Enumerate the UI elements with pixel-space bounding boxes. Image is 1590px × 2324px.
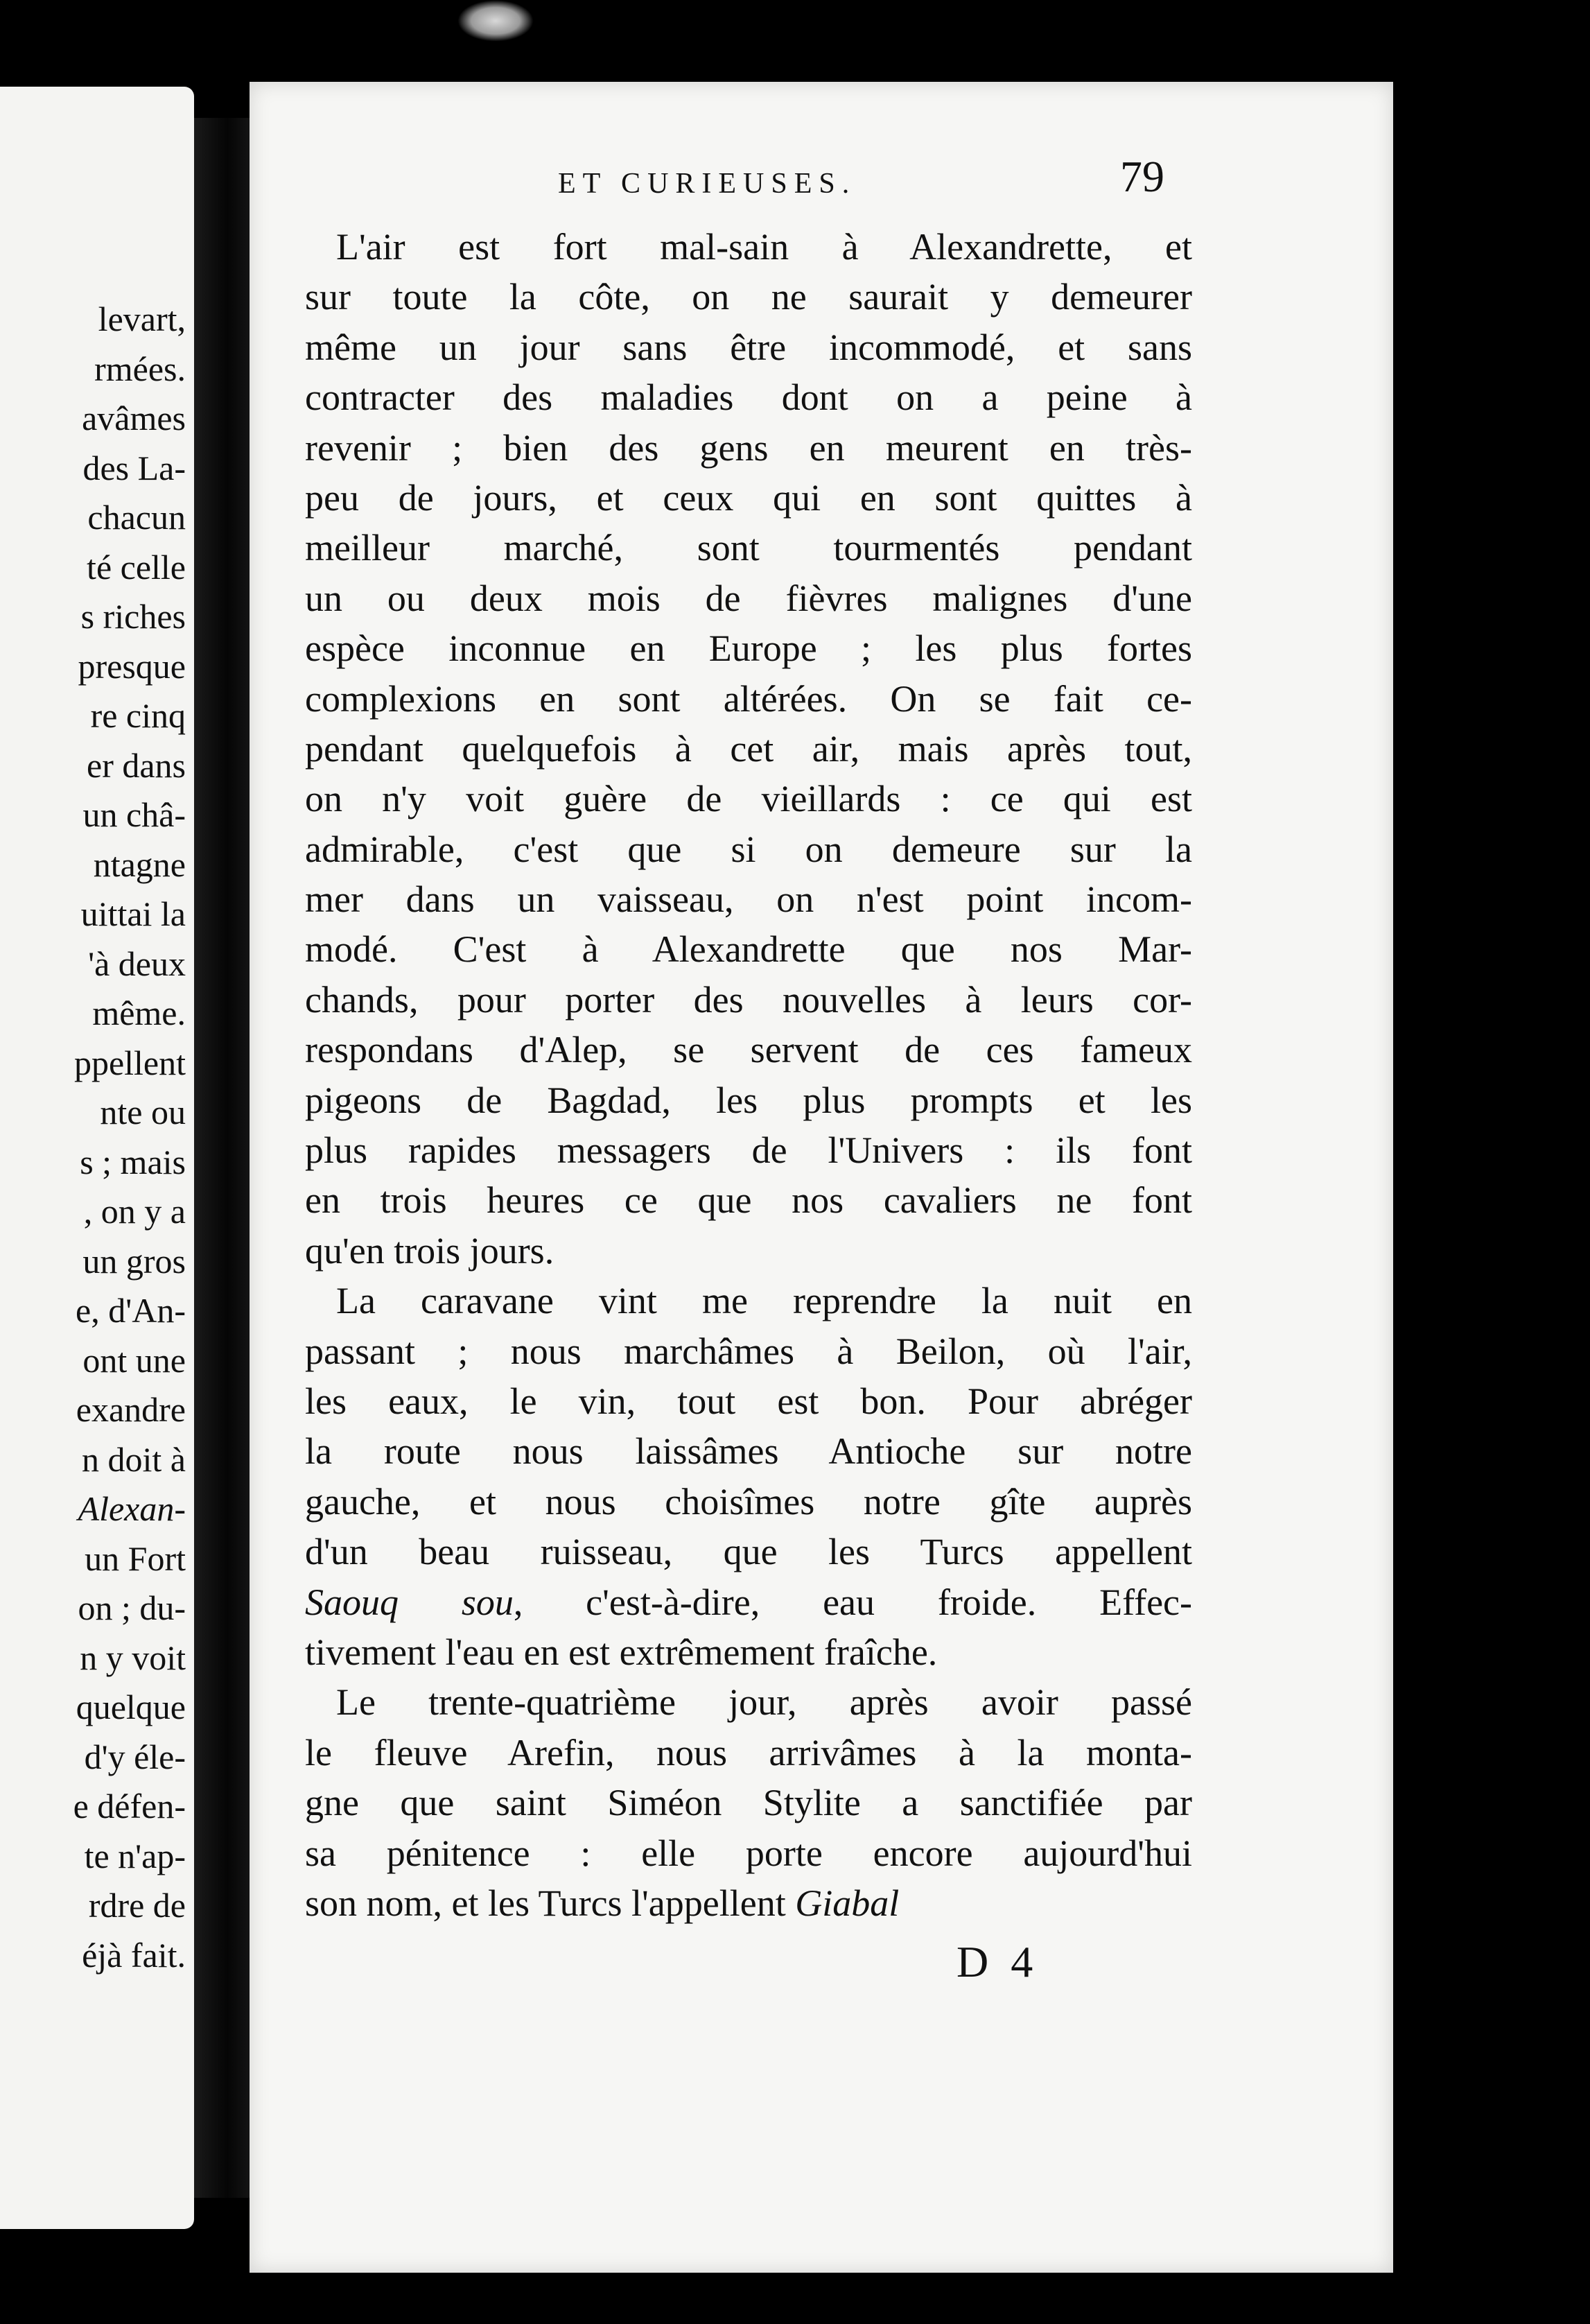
previous-page-line: même. xyxy=(92,994,186,1032)
text-line: espèce inconnue en Europe ; les plus fortes xyxy=(305,627,1192,670)
previous-page-line: 'à deux xyxy=(88,944,186,983)
previous-page-line: s riches xyxy=(80,597,186,636)
text-line: les eaux, le vin, tout est bon. Pour abréger xyxy=(305,1380,1192,1422)
page-header xyxy=(298,152,1164,211)
text-line: d'un beau ruisseau, que les Turcs appellent xyxy=(305,1531,1192,1573)
previous-page-line: n doit à xyxy=(82,1439,186,1479)
previous-page-line: s ; mais xyxy=(80,1142,186,1181)
text-line: qu'en trois jours. xyxy=(305,1229,554,1272)
previous-page-line: Alexan- xyxy=(78,1489,186,1528)
page-number: 79 xyxy=(1120,152,1164,201)
text-line: La caravane vint me reprendre la nuit en xyxy=(336,1280,1192,1322)
previous-page-line: avâmes xyxy=(82,399,186,437)
previous-page-line: er dans xyxy=(87,745,186,785)
book-gutter xyxy=(194,118,250,2198)
previous-page-line: ntagne xyxy=(93,844,186,884)
paragraph xyxy=(305,1276,1192,1677)
previous-page-line: te n'ap- xyxy=(84,1836,186,1875)
previous-page-line: un Fort xyxy=(85,1538,186,1578)
previous-page-line: té celle xyxy=(87,547,186,587)
text-line: meilleur marché, sont tourmentés pendant xyxy=(305,527,1192,569)
text-line: pigeons de Bagdad, les plus prompts et les xyxy=(305,1079,1192,1121)
text-line: respondans d'Alep, se servent de ces fameux xyxy=(305,1029,1192,1071)
page-body xyxy=(305,222,1192,1928)
text-line: même un jour sans être incommodé, et sans xyxy=(305,326,1192,368)
previous-page-line: ppellent xyxy=(73,1043,186,1082)
previous-page-line: , on y a xyxy=(83,1192,186,1231)
previous-page-line: d'y éle- xyxy=(84,1737,186,1776)
previous-page-line: uittai la xyxy=(80,894,186,933)
text-line: gne que saint Siméon Stylite a sanctifiée par xyxy=(305,1782,1192,1824)
previous-page-line: on ; du- xyxy=(78,1588,186,1627)
text-line: la route nous laissâmes Antioche sur notre xyxy=(305,1430,1192,1473)
text-line: contracter des maladies dont on a peine à xyxy=(305,376,1192,419)
text-line: mer dans un vaisseau, on n'est point incom- xyxy=(305,878,1192,921)
text-line: le fleuve Arefin, nous arrivâmes à la monta- xyxy=(305,1731,1192,1774)
previous-page-line: éjà fait. xyxy=(82,1935,186,1975)
previous-page-text xyxy=(0,295,186,1980)
previous-page-line: quelque xyxy=(76,1688,186,1726)
text-line: sa pénitence : elle porte encore aujourd'hui xyxy=(305,1832,1192,1874)
previous-page-line: exandre xyxy=(76,1390,186,1429)
text-line: on n'y voit guère de vieillards : ce qui est xyxy=(305,778,1192,820)
previous-page-line: re cinq xyxy=(90,696,186,735)
previous-page-line: e, d'An- xyxy=(76,1291,186,1330)
text-line: peu de jours, et ceux qui en sont quittes à xyxy=(305,476,1192,519)
previous-page-line: levart, xyxy=(98,300,186,338)
signature-mark: D 4 xyxy=(956,1937,1039,1986)
running-title: ET CURIEUSES. xyxy=(558,168,857,200)
previous-page-line: presque xyxy=(78,646,186,686)
text-line: un ou deux mois de fièvres malignes d'une xyxy=(305,577,1192,619)
text-line: modé. C'est à Alexandrette que nos Mar- xyxy=(305,928,1192,971)
scan-speck xyxy=(457,0,534,42)
text-line: son nom, et les Turcs l'appellent Giabal xyxy=(305,1882,900,1924)
text-line: sur toute la côte, on ne saurait y demeurer xyxy=(305,276,1192,318)
previous-page-line: des La- xyxy=(82,448,186,487)
previous-page-line: ont une xyxy=(82,1340,186,1380)
previous-page-fragment xyxy=(0,87,194,2229)
previous-page-line: e défen- xyxy=(73,1787,186,1826)
text-line: admirable, c'est que si on demeure sur la xyxy=(305,828,1192,870)
text-line: Le trente-quatrième jour, après avoir passé xyxy=(336,1681,1192,1724)
paragraph xyxy=(305,1677,1192,1928)
paragraph xyxy=(305,222,1192,1276)
previous-page-line: rdre de xyxy=(88,1886,186,1925)
text-line: complexions en sont altérées. On se fait ce- xyxy=(305,677,1192,720)
text-line: pendant quelquefois à cet air, mais après tout, xyxy=(305,727,1192,770)
previous-page-line: un gros xyxy=(82,1241,186,1281)
previous-page-line: n y voit xyxy=(80,1638,186,1677)
previous-page-line: un châ- xyxy=(82,795,186,834)
text-line: chands, pour porter des nouvelles à leurs cor- xyxy=(305,978,1192,1021)
text-line: revenir ; bien des gens en meurent en très- xyxy=(305,426,1192,469)
text-line: Saouq sou, c'est-à-dire, eau froide. Effec- xyxy=(305,1581,1192,1623)
text-line: plus rapides messagers de l'Univers : ils font xyxy=(305,1129,1192,1172)
text-line: en trois heures ce que nos cavaliers ne font xyxy=(305,1179,1192,1222)
text-line: tivement l'eau en est extrêmement fraîche. xyxy=(305,1631,938,1673)
previous-page-line: rmées. xyxy=(94,349,186,388)
text-line: gauche, et nous choisîmes notre gîte auprès xyxy=(305,1480,1192,1523)
previous-page-line: nte ou xyxy=(100,1093,186,1131)
previous-page-line: chacun xyxy=(87,498,186,537)
text-line: L'air est fort mal-sain à Alexandrette, et xyxy=(336,226,1192,268)
text-line: passant ; nous marchâmes à Beilon, où l'air, xyxy=(305,1330,1192,1372)
